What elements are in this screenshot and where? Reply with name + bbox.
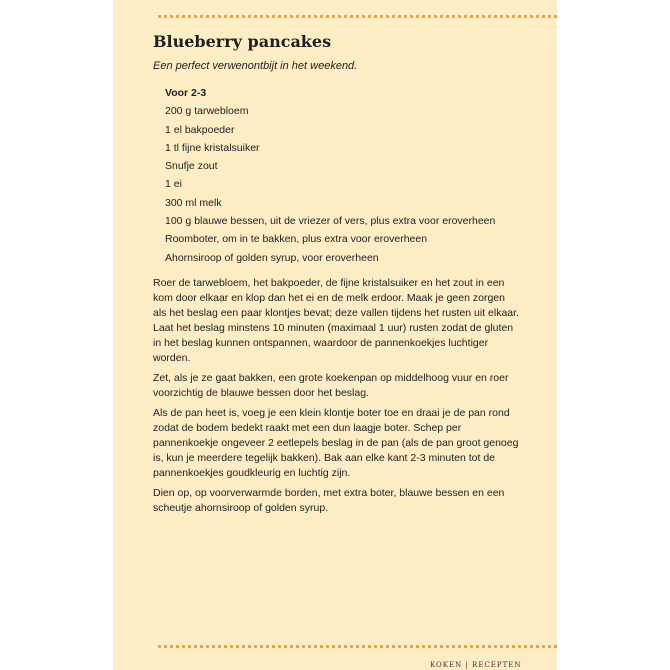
ingredient-list	[165, 84, 495, 267]
method-text	[153, 276, 521, 521]
ingredient-item: Snufje zout	[165, 160, 218, 173]
method-paragraph: Roer de tarwebloem, het bakpoeder, de fijne kristalsuiker en het zout in een kom door elkaar en klop dan het ei en de melk erdoor. Maak je geen zorgen als het beslag een paar klontjes bevat; deze vallen tijdens het rusten uit elkaar. Laat het beslag minstens 10 minuten (maximaal 1 uur) rusten zodat de gluten in het beslag kunnen ontspannen, waardoor de pannenkoekjes luchtiger worden.	[153, 277, 519, 364]
ingredient-item: 300 ml melk	[165, 196, 222, 209]
ingredient-item: 100 g blauwe bessen, uit de vriezer of vers, plus extra voor eroverheen	[165, 215, 496, 228]
servings-label: Voor 2-3	[165, 87, 207, 99]
ingredient-item: 1 ei	[165, 178, 182, 191]
ingredient-item: Ahornsiroop of golden syrup, voor eroverheen	[165, 251, 379, 264]
recipe-title: Blueberry pancakes	[153, 32, 332, 51]
method-paragraph: Als de pan heet is, voeg je een klein klontje boter toe en draai je de pan rond zodat de bodem bedekt raakt met een dun laagje boter. Schep per pannenkoekje ongeveer 2 eetlepels beslag in de pan (als de pan groot genoeg is, kun je meerdere tegelijk bakken). Bak aan elke kant 2-3 minuten tot de pannenkoekjes goudkleurig en luchtig zijn.	[153, 407, 519, 479]
ingredient-item: 1 el bakpoeder	[165, 123, 235, 136]
ingredient-item: Roomboter, om in te bakken, plus extra voor eroverheen	[165, 233, 428, 246]
page-footer: KOKEN | RECEPTEN	[430, 661, 522, 669]
bottom-dotted-divider	[158, 645, 557, 648]
top-dotted-divider	[158, 15, 557, 18]
method-paragraph: Zet, als je ze gaat bakken, een grote koekenpan op middelhoog vuur en roer voorzichtig de blauwe bessen door het beslag.	[153, 372, 509, 399]
recipe-page	[113, 0, 557, 670]
recipe-subtitle: Een perfect verwenontbijt in het weekend.	[153, 60, 358, 72]
ingredient-item: 1 tl fijne kristalsuiker	[165, 141, 260, 154]
method-paragraph: Dien op, op voorverwarmde borden, met extra boter, blauwe bessen en een scheutje ahornsiroop of golden syrup.	[153, 487, 505, 514]
ingredient-item: 200 g tarwebloem	[165, 105, 249, 118]
